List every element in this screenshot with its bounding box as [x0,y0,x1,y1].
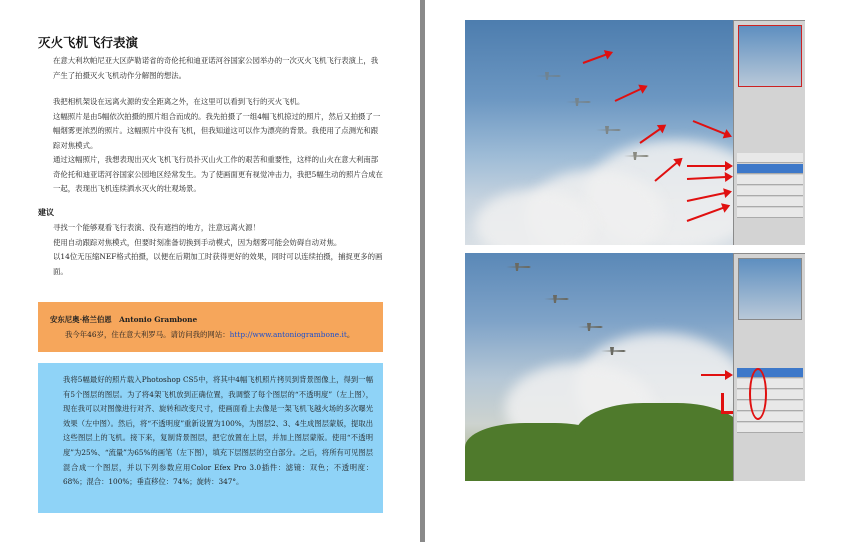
plane-icon [543,295,569,303]
body-paragraphs [38,95,384,197]
plane-icon [600,347,626,355]
plane-icon [595,126,621,134]
layer-row[interactable] [737,412,803,422]
paragraph-text: 在意大利坎帕尼亚大区萨勒诺省的奇伦托和迪亚诺河谷国家公园举办的一次灭火飞机飞行表演上，我产生了拍摄灭火飞机动作分解图的想法。 [53,56,379,80]
author-box [38,302,383,352]
photo-opacity-adjust [465,20,805,245]
author-intro-text: 我今年46岁，住在意大利罗马。请访问我的网站： [65,330,230,339]
layer-row[interactable] [737,379,803,389]
tip-item: 寻找一个能够观看飞行表演、没有遮挡的地方，注意远离火源！ [53,223,260,232]
navigator-thumbnail [738,25,802,87]
layers-panel [733,253,805,481]
paragraph-text: 通过这幅照片，我想表现出灭火飞机飞行员扑灭山火工作的艰苦和重要性，这样的山火在意大利南部奇伦托和迪亚诺河谷国家公园地区经常发生。为了使画面更有视觉冲击力，我把5幅生动的照片合成在一起，表现出飞机连续洒水灭火的壮观场景。 [53,155,383,193]
process-box [38,363,383,513]
tree-line [575,403,745,481]
layer-row-selected[interactable] [737,368,803,378]
intro-paragraph [38,54,384,83]
annotation-arrow [615,86,647,102]
annotation-ellipse [749,368,767,420]
layer-row[interactable] [737,197,803,207]
layer-row[interactable] [737,186,803,196]
plane-icon [565,98,591,106]
page-title: 灭火飞机飞行表演 [38,35,139,50]
paragraph-text: 我把相机架设在远离火源的安全距离之外，在这里可以看到飞行的灭火飞机。 [53,97,305,106]
author-intro [65,329,354,340]
process-text [48,373,373,490]
tips-heading: 建议 [38,208,54,217]
annotation-bracket [721,411,733,414]
plane-icon [505,263,531,271]
annotation-arrow [701,374,731,376]
layer-row[interactable] [737,390,803,400]
layer-row[interactable] [737,423,803,433]
annotation-arrow [583,52,612,64]
navigator-thumbnail [738,258,802,320]
left-page [0,0,418,542]
process-paragraph: 我将5幅最好的照片载入Photoshop CS5中，将其中4幅飞机照片拷贝到背景图像上，得到一幅有5个图层的图层。为了将4架飞机放到正确位置，我调整了每个图层的“不透明度”（左上图），现在我可以对图像进行对齐、旋转和改变尺寸，使画面看上去像是一架飞机飞越火场的多次曝光效果（左中图）。然后，将“不透明度”重新设置为100%，为图层2、3、4生成图层蒙版，提取出这些图层上的飞机。接下来，复制背景图层，把它放置在上层，并加上图层蒙版。使用“不透明度”为25%、“流量”为65%的画笔（左下图），填充下层图层的空白部分。之后，将所有可见图层混合成一个图层，并以下列参数应用Color Efex Pro 3.0插件：滤镜：双色；不透明度：68%；混合：100%；垂直移位：74%；旋转：347°。 [63,375,373,487]
annotation-bracket [721,393,724,413]
tips-list [38,221,384,279]
right-page [425,0,844,542]
plane-icon [577,323,603,331]
annotation-arrow [687,165,731,167]
plane-icon [623,152,649,160]
paragraph-text: 这幅照片是由5幅依次拍摄的照片组合而成的。我先拍摄了一组4幅飞机掠过的照片，然后又拍摄了一幅烟雾更浓烈的照片。这幅照片中没有飞机，但我知道这可以作为漂亮的背景。我使用了点测光和跟踪对焦模式。 [53,111,381,150]
tip-item: 使用自动跟踪对焦模式，但要时刻准备切换到手动模式，因为烟雾可能会妨碍自动对焦。 [53,237,342,247]
layer-row[interactable] [737,401,803,411]
layer-row[interactable] [737,153,803,163]
author-website-link[interactable]: http://www.antoniogrambone.it [229,330,347,339]
plane-icon [535,72,561,80]
layer-row[interactable] [737,208,803,218]
layers-panel [733,20,805,245]
annotation-arrow [693,120,731,137]
photo-layer-masks [465,253,805,481]
layer-row[interactable] [737,175,803,185]
author-intro-tail: 。 [346,330,355,339]
layer-row-selected[interactable] [737,164,803,174]
tip-item: 以14位无压缩NEF格式拍摄，以便在后期加工时获得更好的效果，同时可以连续拍摄，捕捉更多的画面。 [53,252,383,276]
author-name: 安东尼奥·格兰伯恩 Antonio Grambone [50,315,198,324]
